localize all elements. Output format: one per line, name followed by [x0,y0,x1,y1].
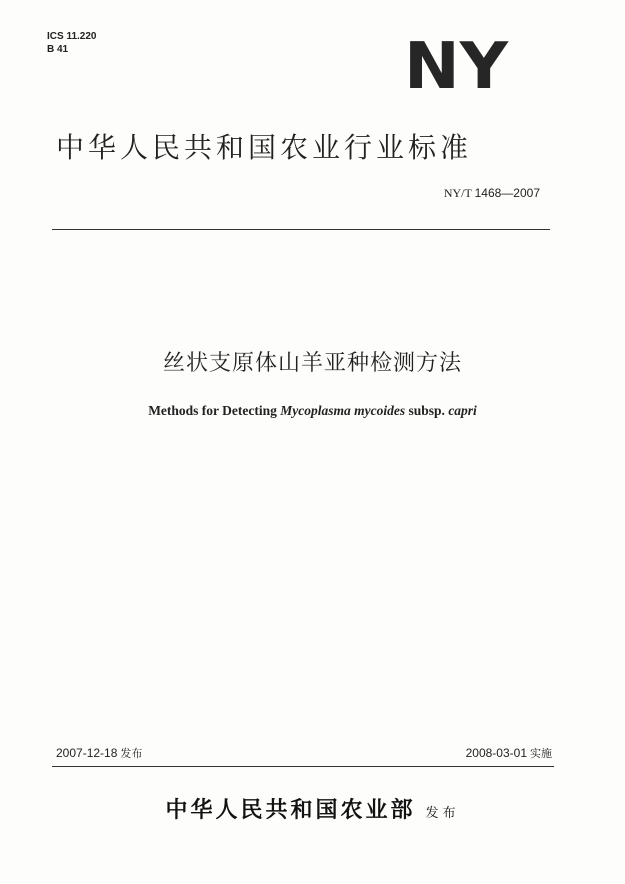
date-row [56,745,552,765]
issuer-name: 中华人民共和国农业部 [165,797,416,823]
title-en-italic2: capri [448,403,477,418]
issue-date-block [56,745,142,761]
issuer-action: 发布 [425,806,460,821]
standard-number-value: 1468—2007 [474,186,540,200]
standard-category-title: 中华人民共和国农业行业标准 [56,131,473,164]
standard-number [444,186,540,201]
title-en-part2: subsp. [405,403,449,418]
header-divider [52,229,550,230]
document-title-cn: 丝状支原体山羊亚种检测方法 [162,351,462,376]
footer-divider [52,766,554,767]
ny-logo [404,30,514,96]
standard-number-prefix: NY/T [443,186,472,200]
ccs-code: B 41 [47,44,69,55]
issue-date: 2007-12-18 [56,746,118,760]
document-title-en [0,403,625,419]
effective-date: 2008-03-01 [465,746,527,760]
ny-logo-text: NY [404,30,509,96]
issue-label: 发布 [120,747,143,760]
effective-date-block [466,745,552,761]
classification-codes [47,30,96,56]
ics-code: ICS 11.220 [47,31,97,42]
effective-label: 实施 [530,747,552,760]
title-en-italic1: Mycoplasma mycoides [280,403,406,418]
issuer-line [0,793,625,824]
title-en-part1: Methods for Detecting [148,403,281,418]
